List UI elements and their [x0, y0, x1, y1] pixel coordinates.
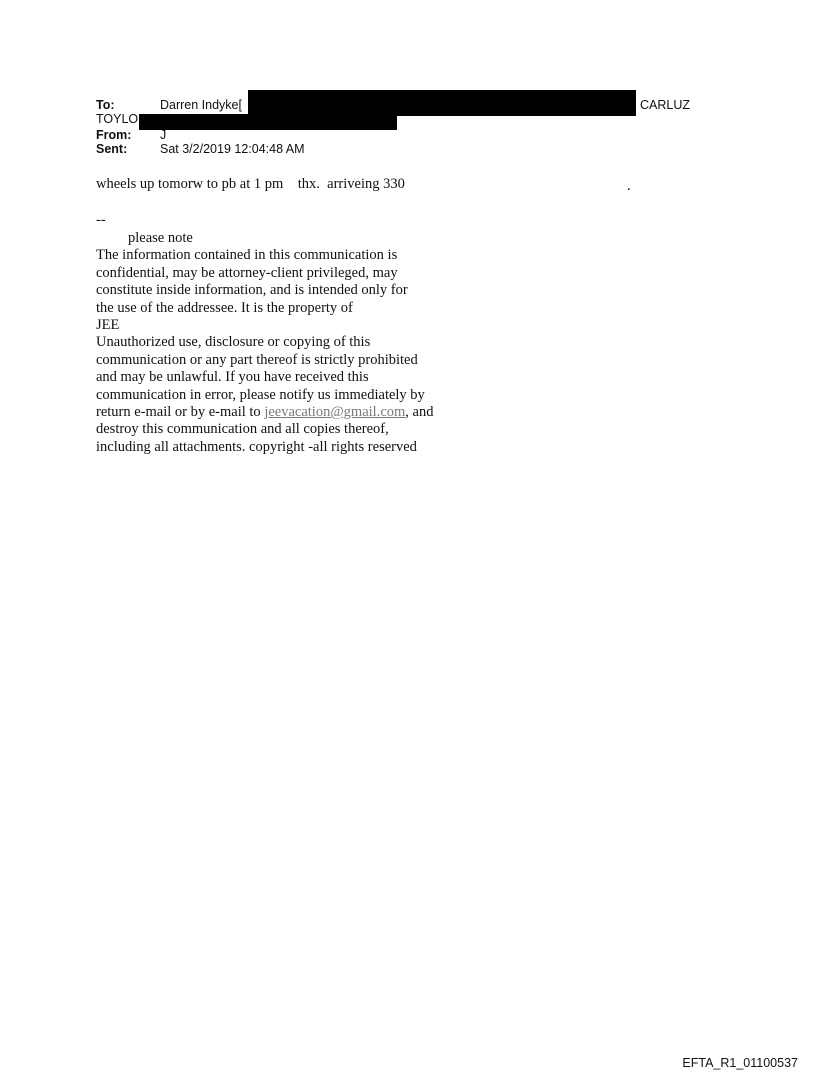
disclaimer-line: confidential, may be attorney-client privileged, may: [96, 264, 398, 281]
disclaimer-line: The information contained in this communication is: [96, 247, 398, 264]
disclaimer-line: communication in error, please notify us immediately by: [96, 386, 425, 403]
email-link[interactable]: jeevacation@gmail.com: [264, 404, 406, 421]
bates-number: EFTA_R1_01100537: [682, 1056, 798, 1070]
disclaimer-email-line: [96, 404, 433, 421]
to-continued: TOYLO: [96, 112, 139, 126]
email-line-suffix: , and: [405, 404, 434, 421]
email-line-prefix: return e-mail or by e-mail to: [96, 404, 265, 421]
sent-value: Sat 3/2/2019 12:04:48 AM: [160, 142, 305, 156]
redaction-bar-continued-line: [139, 114, 397, 130]
disclaimer-line: destroy this communication and all copies thereof,: [96, 421, 389, 438]
to-name-text: Darren Indyke: [160, 98, 239, 112]
disclaimer-line: the use of the addressee. It is the property of: [96, 299, 353, 316]
disclaimer-block: [96, 230, 433, 456]
sent-label: Sent:: [96, 142, 128, 156]
to-recipient-suffix: CARLUZ: [640, 98, 691, 112]
disclaimer-intro: please note: [128, 230, 193, 246]
from-label: From:: [96, 128, 132, 142]
disclaimer-line: and may be unlawful. If you have received this: [96, 369, 369, 386]
disclaimer-line: JEE: [96, 317, 120, 334]
to-recipient-name: [160, 98, 242, 112]
signature-separator: --: [96, 212, 106, 228]
from-value: J: [160, 128, 167, 142]
disclaimer-line: communication or any part thereof is strictly prohibited: [96, 351, 418, 368]
to-label: To:: [96, 98, 115, 112]
redaction-bar-to-line: [248, 90, 636, 116]
disclaimer-line: including all attachments. copyright -all rights reserved: [96, 438, 417, 455]
disclaimer-line: Unauthorized use, disclosure or copying of this: [96, 334, 371, 351]
to-bracket: [: [238, 98, 242, 112]
disclaimer-line: constitute inside information, and is intended only for: [96, 282, 408, 299]
message-body: wheels up tomorw to pb at 1 pm thx. arriveing 330: [96, 176, 405, 192]
stray-dot: .: [627, 178, 631, 194]
